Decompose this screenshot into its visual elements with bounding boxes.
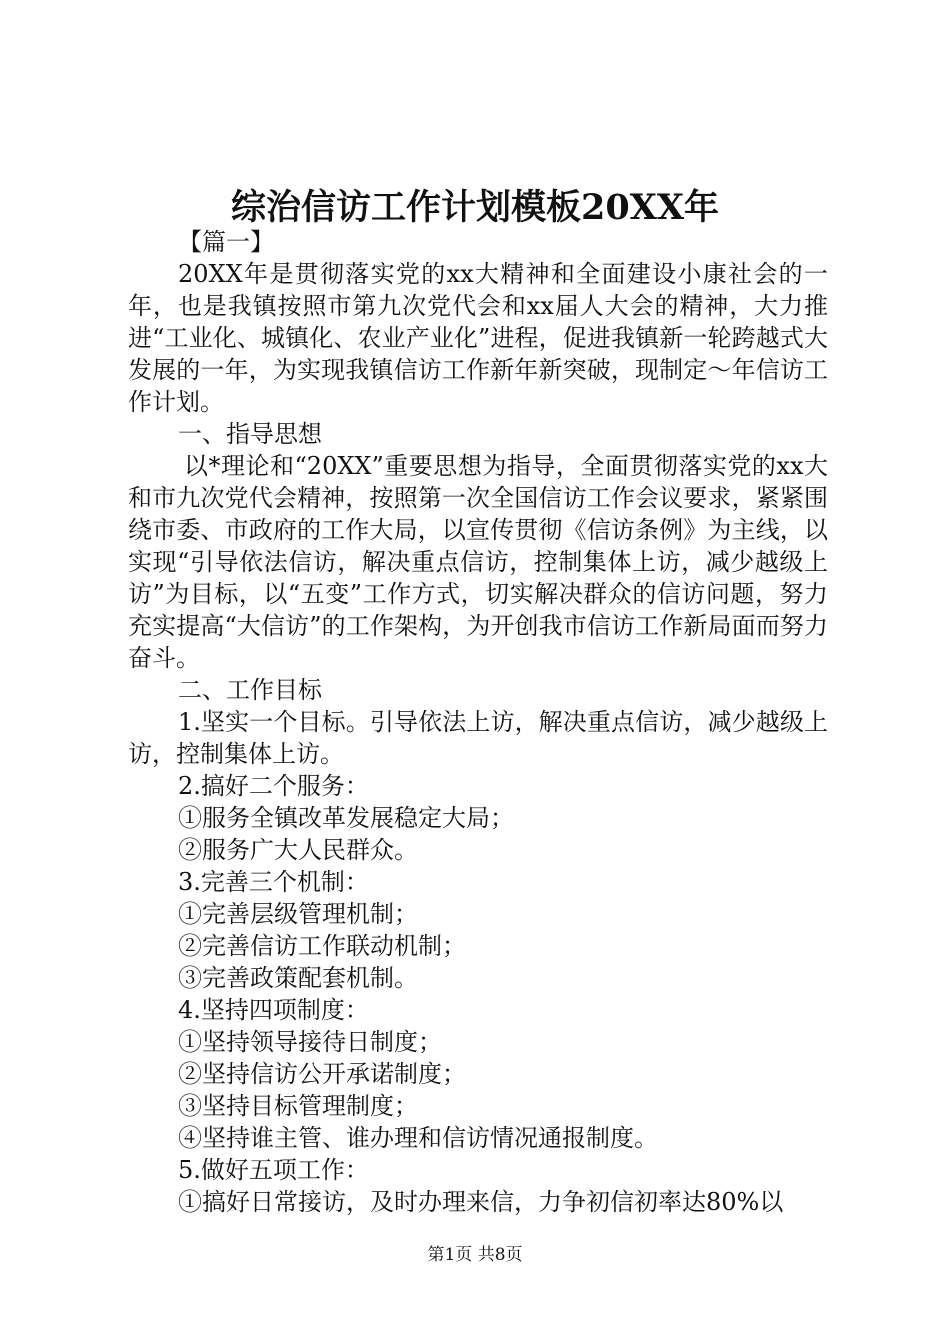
goal-2: 2.搞好二个服务： bbox=[178, 772, 369, 800]
section-label: 【篇一】 bbox=[178, 228, 274, 256]
intro-paragraph: 20XX年是贯彻落实党的xx大精神和全面建设小康社会的一年，也是我镇按照市第九次党代会和xx届人大会的精神，大力推进“工业化、城镇化、农业产业化”进程，促进我镇新一轮跨越式大发展的一年，为实现我镇信访工作新年新突破，现制定～年信访工作计划。 bbox=[128, 260, 828, 416]
goal-4-item: ④坚持谁主管、谁办理和信访情况通报制度。 bbox=[178, 1124, 658, 1152]
goal-4: 4.坚持四项制度： bbox=[178, 996, 369, 1024]
goal-5-item: ①搞好日常接访，及时办理来信，力争初信初率达80%以 bbox=[178, 1188, 784, 1216]
goal-2-item: ②服务广大人民群众。 bbox=[178, 836, 418, 864]
document-body bbox=[128, 226, 828, 1218]
goal-3-item: ①完善层级管理机制； bbox=[178, 900, 418, 928]
goal-5: 5.做好五项工作： bbox=[178, 1156, 369, 1184]
guiding-paragraph: 以*理论和“20XX”重要思想为指导，全面贯彻落实党的xx大和市九次党代会精神，按照第一次全国信访工作会议要求，紧紧围绕市委、市政府的工作大局，以宣传贯彻《信访条例》为主线，以实现“引导依法信访，解决重点信访，控制集体上访，减少越级上访”为目标，以“五变”工作方式，切实解决群众的信访问题，努力充实提高“大信访”的工作架构，为开创我市信访工作新局面而努力奋斗。 bbox=[128, 452, 828, 672]
goal-4-item: ①坚持领导接待日制度； bbox=[178, 1028, 442, 1056]
page-footer: 第1页 共8页 bbox=[427, 1245, 523, 1265]
goal-3: 3.完善三个机制： bbox=[178, 868, 369, 896]
document-title: 综治信访工作计划模板20XX年 bbox=[230, 187, 720, 228]
goal-3-item: ③完善政策配套机制。 bbox=[178, 964, 418, 992]
goal-3-item: ②完善信访工作联动机制； bbox=[178, 932, 466, 960]
goal-1: 1.坚实一个目标。引导依法上访，解决重点信访，减少越级上访，控制集体上访。 bbox=[128, 708, 828, 768]
goal-4-item: ②坚持信访公开承诺制度； bbox=[178, 1060, 466, 1088]
heading-work-goals: 二、工作目标 bbox=[178, 676, 322, 704]
goal-2-item: ①服务全镇改革发展稳定大局； bbox=[178, 804, 514, 832]
goal-4-item: ③坚持目标管理制度； bbox=[178, 1092, 418, 1120]
heading-guiding-thought: 一、指导思想 bbox=[178, 420, 322, 448]
